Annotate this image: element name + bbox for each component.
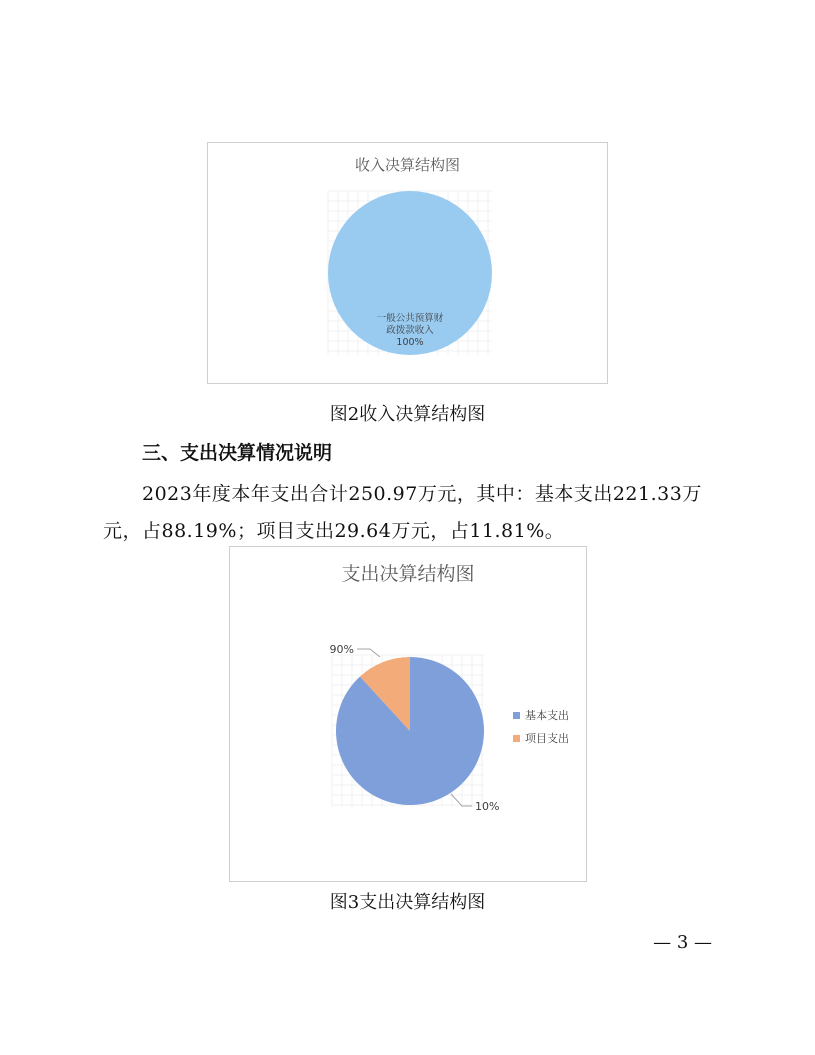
- leader-line-project: [357, 649, 380, 657]
- expense-chart-title: 支出决算结构图: [341, 563, 475, 585]
- page-number: — 3 —: [653, 932, 712, 953]
- figure2-caption: 图2收入决算结构图: [329, 404, 486, 425]
- legend-label-2: 项目支出: [525, 732, 569, 745]
- expense-chart: [229, 546, 587, 882]
- income-chart: [207, 142, 608, 384]
- income-chart-title: 收入决算结构图: [354, 156, 460, 174]
- expense-paragraph-line1: 2023年度本年支出合计250.97万元，其中：基本支出221.33万: [142, 483, 702, 505]
- expense-pie-svg: [230, 547, 588, 883]
- data-label-project: 90%: [329, 643, 354, 656]
- income-pie-svg: [208, 143, 609, 385]
- legend-label-1: 基本支出: [525, 709, 569, 722]
- data-label-basic: 10%: [475, 800, 500, 813]
- pie-slice-label: 一般公共预算财政拨款收入 100%: [376, 313, 444, 348]
- legend-swatch-2: [513, 735, 520, 742]
- section-heading: 三、支出决算情况说明: [142, 442, 333, 464]
- expense-paragraph-line2: 元，占88.19%；项目支出29.64万元，占11.81%。: [103, 520, 565, 542]
- figure3-caption: 图3支出决算结构图: [329, 892, 486, 913]
- legend-swatch-1: [513, 712, 520, 719]
